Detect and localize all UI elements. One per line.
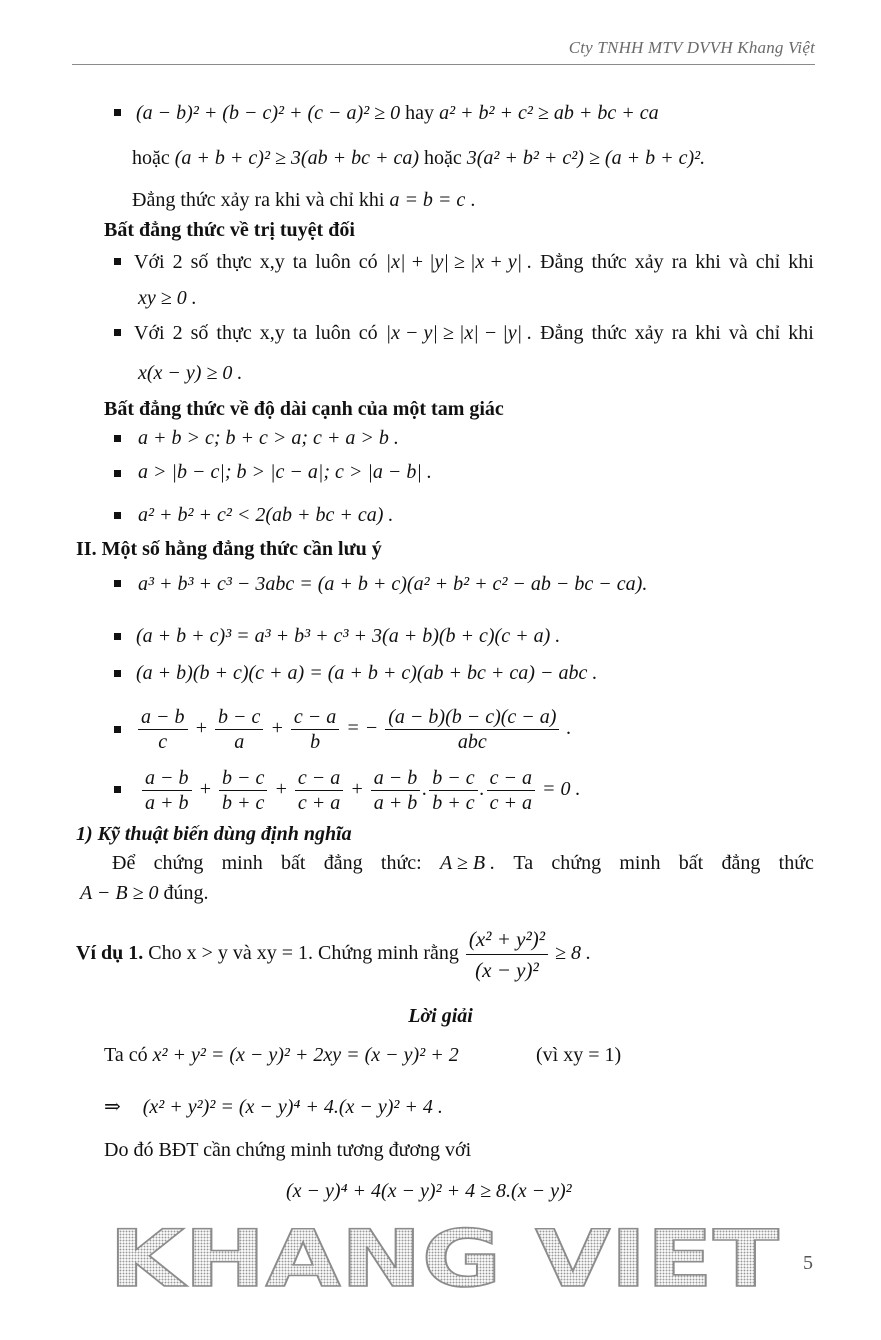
word: khi (788, 322, 814, 344)
word: thức (591, 251, 627, 273)
implies-symbol: ⇒ (104, 1096, 121, 1118)
bullet (114, 633, 121, 640)
word: Đẳng (540, 322, 584, 344)
line-abs-2 (134, 320, 814, 346)
fraction: $\frac{\text{(x² + y²)²}}{\text{(x − y)²}}$ (466, 924, 548, 985)
word: đẳng (721, 852, 761, 874)
watermark-text: KHANG VIET (109, 1224, 779, 1294)
heading-identities: II. Một số hằng đẳng thức cần lưu ý (76, 538, 382, 560)
example-label: Ví dụ 1. (76, 942, 144, 964)
bullet (114, 470, 121, 477)
word: khi (695, 322, 721, 344)
solution-line-4: (x − y)⁴ + 4(x − y)² + 4 ≥ 8.(x − y)² (286, 1180, 572, 1202)
fraction: $\frac{b - c}{b + c}$ (219, 766, 267, 815)
text: hay (400, 102, 440, 124)
text: đúng. (158, 882, 209, 904)
word: chỉ (755, 322, 781, 344)
formula: x(x − y) ≥ 0 . (138, 362, 243, 384)
bullet (114, 109, 121, 116)
fraction: $\frac{a - b}{a + b}$ (142, 766, 192, 815)
word: Với (134, 251, 165, 273)
formula: (a − b)² + (b − c)² + (c − a)² ≥ 0 (136, 102, 401, 124)
bullet (114, 726, 121, 733)
formula: x² + y² = (x − y)² + 2xy = (x − y)² + 2 (152, 1044, 459, 1066)
word: chứng (153, 852, 204, 874)
word: A ≥ B . (440, 852, 496, 874)
word: bất (281, 852, 306, 874)
formula: xy ≥ 0 . (138, 287, 197, 309)
formula-fractions-2: $\frac{a - b}{a + b}$ + $\frac{b - c}{b + c}$ + $\frac{c - a}{c + a}$ + $\frac{a - b}{a + b}$ . $\frac{b - c}{b + c}$ . $\frac{c - a}{c + a}$ = 0 . (140, 764, 581, 815)
bullet (114, 329, 121, 336)
word: bất (678, 852, 704, 874)
line-s1-1 (136, 100, 659, 126)
fraction: $\frac{a - b}{a + b}$ (371, 766, 421, 815)
word: minh (619, 852, 661, 874)
word: có (358, 251, 378, 273)
heading-abs: Bất đẳng thức về trị tuyệt đối (104, 219, 355, 241)
word: thực (216, 322, 252, 344)
formula: (a + b + c)² ≥ 3(ab + bc + ca) (174, 147, 419, 169)
word: 2 (172, 251, 183, 273)
word: ra (671, 251, 688, 273)
word: chứng (551, 852, 602, 874)
solution-line-3: Do đó BĐT cần chứng minh tương đương với (104, 1139, 472, 1161)
word: xảy (634, 251, 664, 273)
page-number: 5 (803, 1252, 813, 1274)
fraction: $\frac{c - a}{c + a}$ (295, 766, 343, 815)
word: x,y (259, 251, 285, 273)
word: ta (292, 322, 308, 344)
line-s1-2 (132, 145, 705, 171)
bullet (114, 580, 121, 587)
text: Đẳng thức xảy ra khi và chỉ khi (132, 189, 390, 211)
word: |x| + |y| ≥ |x + y| . (385, 251, 533, 273)
line-abs-1 (134, 249, 814, 275)
formula: (a + b + c)³ = a³ + b³ + c³ + 3(a + b)(b + c)(c + a) . (136, 625, 561, 647)
word: |x − y| ≥ |x| − |y| . (385, 322, 533, 344)
solution-note: (vì xy = 1) (536, 1044, 622, 1066)
word: Với (134, 322, 165, 344)
header-rule (72, 64, 815, 65)
word: luôn (315, 251, 351, 273)
word: luôn (315, 322, 351, 344)
formula: ≥ 8 . (550, 942, 592, 964)
bullet (114, 670, 121, 677)
formula: a² + b² + c² ≥ ab + bc + ca (439, 102, 659, 124)
word: có (358, 322, 378, 344)
fraction: $\frac{(a - b)(b - c)(c - a)}{\text{abc}}$ (385, 705, 559, 754)
heading-technique-1: 1) Kỹ thuật biến dùng định nghĩa (76, 823, 352, 845)
formula: a³ + b³ + c³ − 3abc = (a + b + c)(a² + b² + c² − ab − bc − ca). (138, 573, 648, 595)
formula-fractions-1: $\frac{a - b}{c}$ + $\frac{b - c}{a}$ + $\frac{c - a}{b}$ = − $\frac{(a - b)(b - c)(c - a)}{\text{abc}}$ . (136, 703, 571, 754)
text: Cho x > y và xy = 1. Chứng minh rằng (143, 942, 464, 964)
heading-triangle: Bất đẳng thức về độ dài cạnh của một tam giác (104, 398, 504, 420)
word: Đẳng (540, 251, 584, 273)
text: Ta có (104, 1044, 153, 1066)
line-k1-1 (112, 850, 814, 876)
word: Để (112, 852, 136, 874)
line-s1-3 (132, 187, 475, 213)
page-header: Cty TNHH MTV DVVH Khang Việt (568, 38, 815, 57)
formula: (a + b)(b + c)(c + a) = (a + b + c)(ab + bc + ca) − abc . (136, 662, 598, 684)
line-k1-2 (80, 880, 209, 906)
word: thực (216, 251, 252, 273)
word: minh (221, 852, 263, 874)
word: ra (671, 322, 688, 344)
word: khi (788, 251, 814, 273)
fraction: $\frac{c - a}{c + a}$ (487, 766, 535, 815)
text: . (465, 189, 476, 211)
solution-line-2 (104, 1094, 443, 1120)
word: thức: (380, 852, 422, 874)
fraction: $\frac{a - b}{c}$ (138, 705, 188, 754)
bullet (114, 258, 121, 265)
solution-title: Lời giải (408, 1005, 473, 1027)
bullet (114, 786, 121, 793)
word: đẳng (323, 852, 363, 874)
word: 2 (172, 322, 183, 344)
word: ta (292, 251, 308, 273)
word: chỉ (755, 251, 781, 273)
word: khi (695, 251, 721, 273)
text: hoặc (419, 147, 467, 169)
fraction: $\frac{c - a}{b}$ (291, 705, 339, 754)
formula: a + b > c; b + c > a; c + a > b . (138, 427, 399, 449)
fraction: $\frac{b - c}{a}$ (215, 705, 263, 754)
word: Ta (513, 852, 534, 874)
example-1 (76, 918, 591, 988)
word: và (728, 251, 748, 273)
solution-line-1 (104, 1042, 459, 1068)
bullet (114, 512, 121, 519)
formula: A − B ≥ 0 (80, 882, 159, 904)
bullet (114, 435, 121, 442)
word: thức (591, 322, 627, 344)
formula: 3(a² + b² + c²) ≥ (a + b + c)². (466, 147, 706, 169)
formula: a = b = c (389, 189, 466, 211)
word: x,y (259, 322, 285, 344)
word: thức (778, 852, 814, 874)
word: và (728, 322, 748, 344)
watermark-logo (104, 1224, 784, 1294)
formula: (x² + y²)² = (x − y)⁴ + 4.(x − y)² + 4 . (142, 1096, 443, 1118)
formula: a > |b − c|; b > |c − a|; c > |a − b| . (138, 461, 432, 483)
text: hoặc (132, 147, 175, 169)
word: số (190, 322, 209, 344)
fraction: $\frac{b - c}{b + c}$ (429, 766, 477, 815)
word: xảy (634, 322, 664, 344)
word: số (190, 251, 209, 273)
formula: a² + b² + c² < 2(ab + bc + ca) . (138, 504, 394, 526)
